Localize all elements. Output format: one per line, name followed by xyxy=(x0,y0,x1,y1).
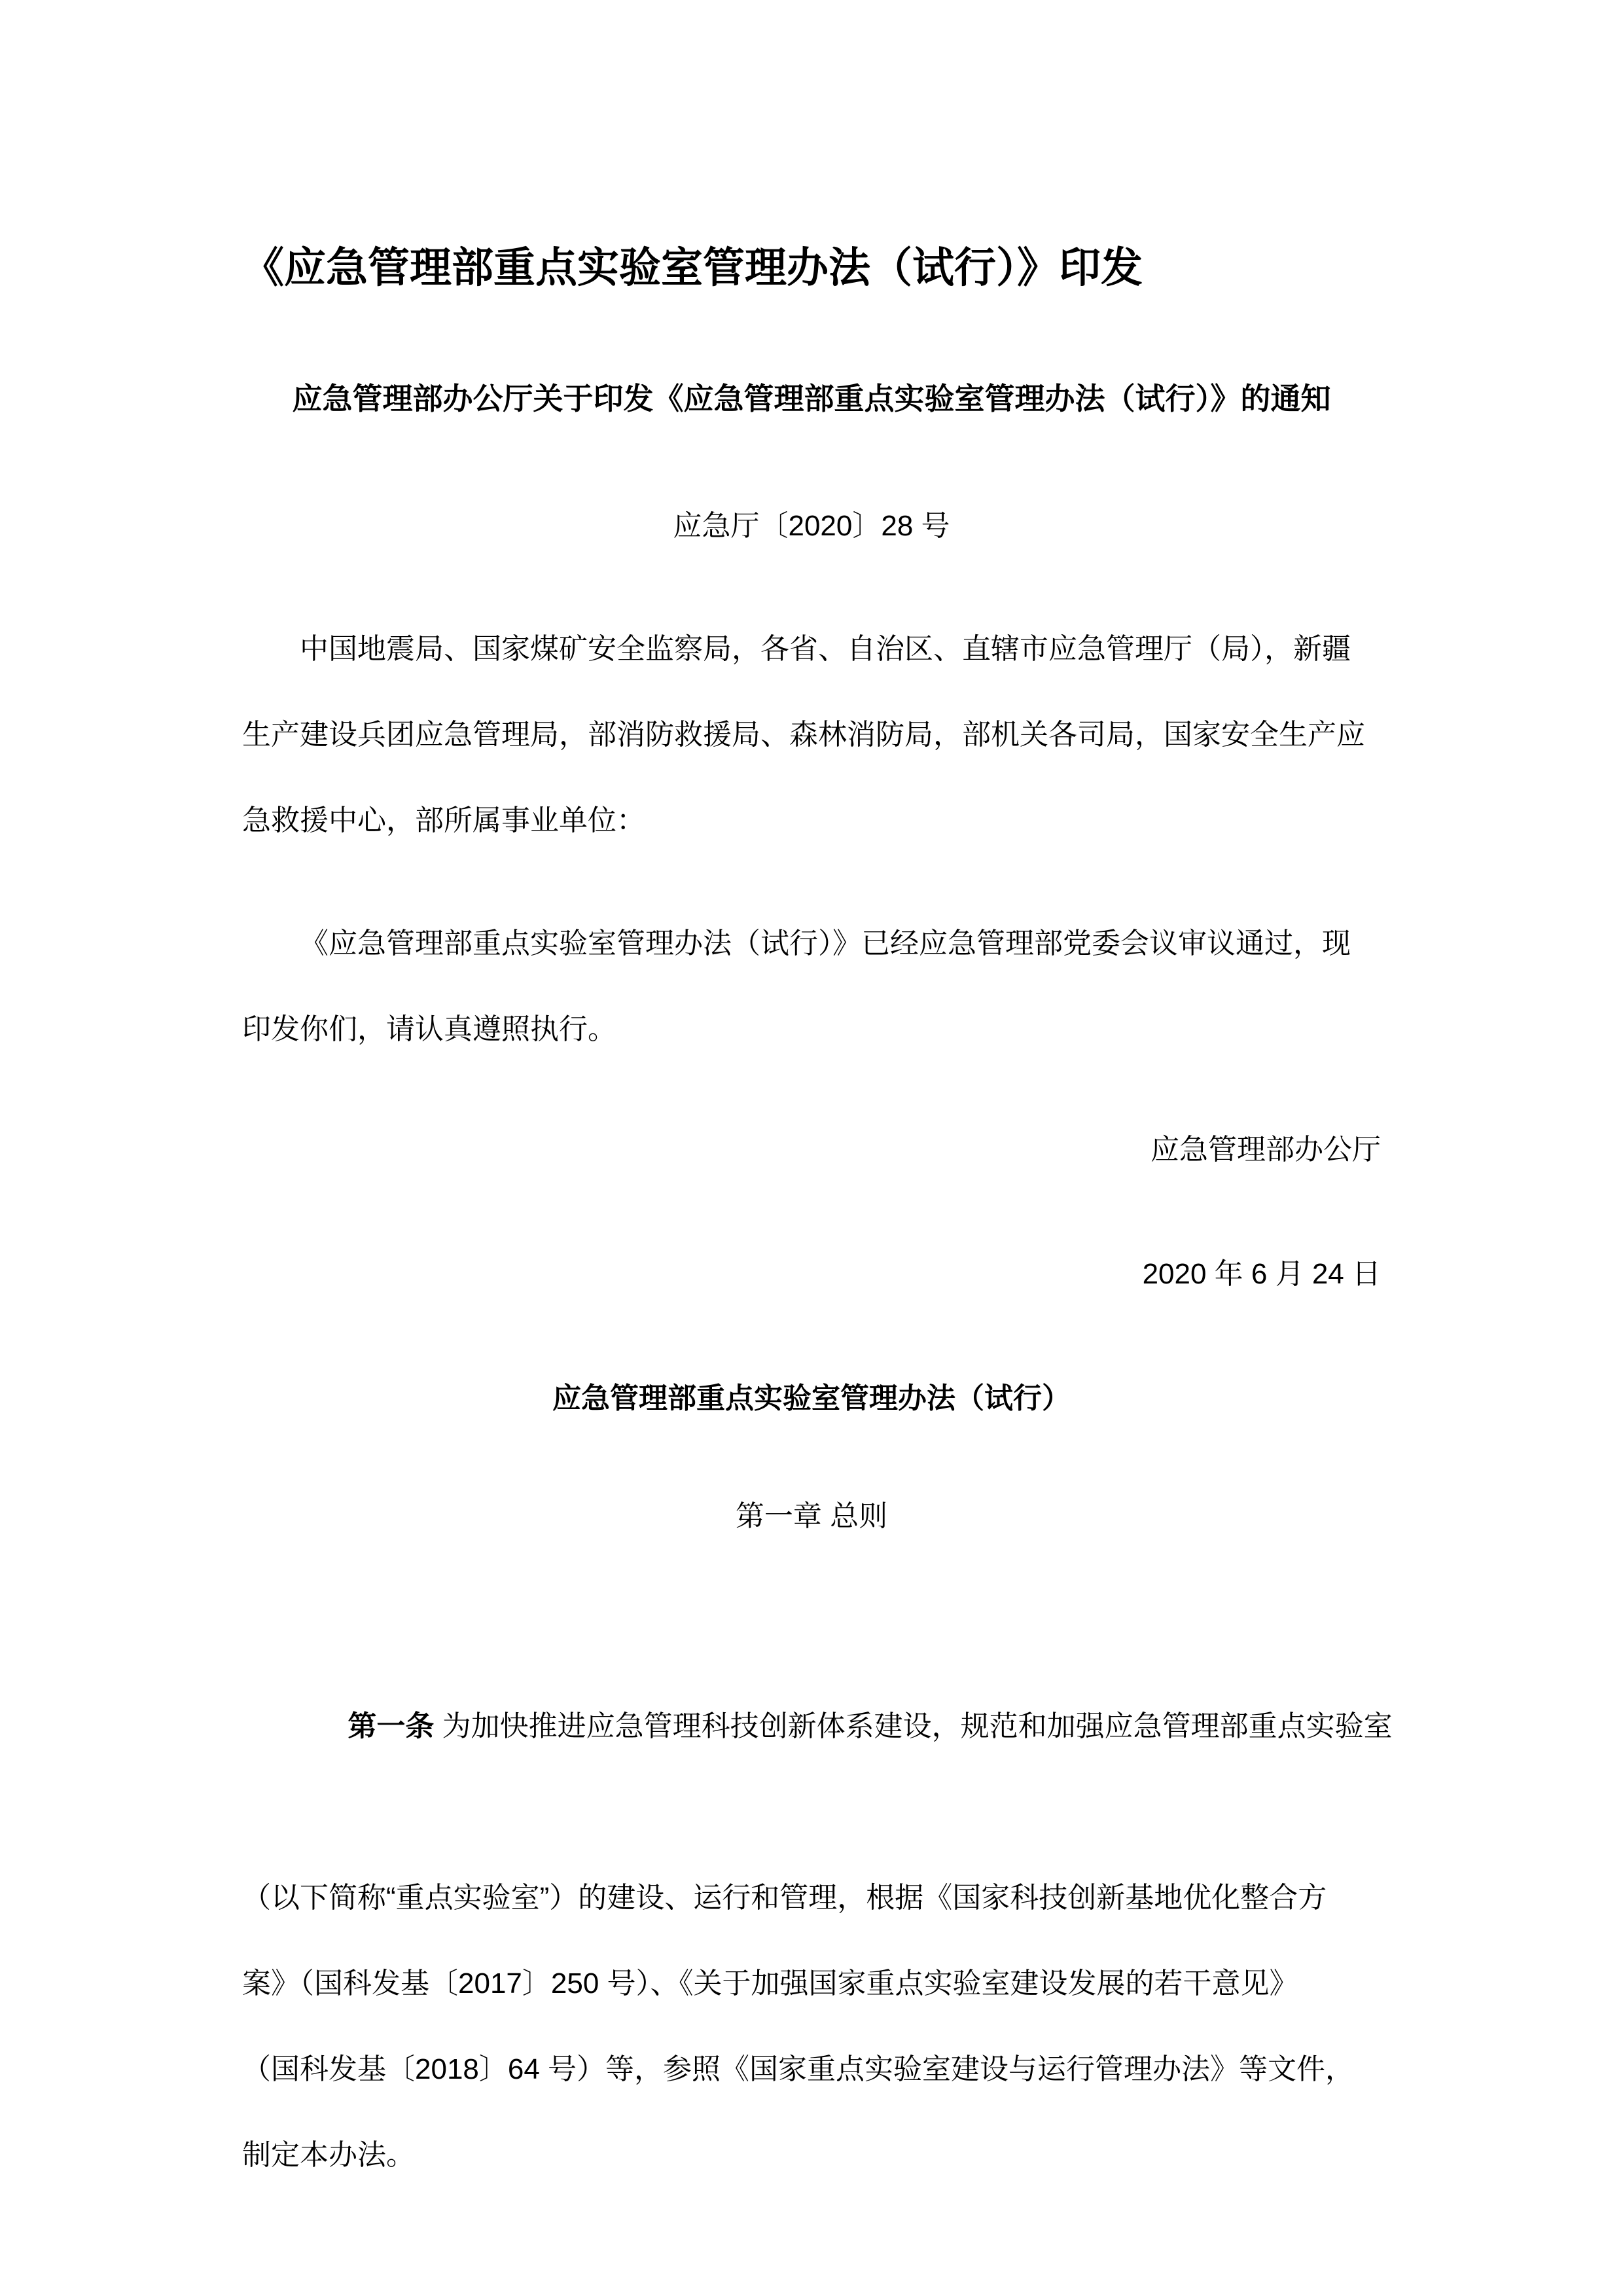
article-1-label: 第一条 xyxy=(348,1710,435,1742)
chapter-1-heading: 第一章 总则 xyxy=(735,1500,888,1532)
document-number: 应急厅〔2020〕28 号 xyxy=(673,510,950,542)
text-line: （国科发基〔2018〕64 号）等，参照《国家重点实验室建设与运行管理办法》等文件， xyxy=(242,2053,1355,2085)
issue-date: 2020 年 6 月 24 日 xyxy=(1142,1258,1381,1290)
text-line xyxy=(242,1598,1393,1855)
article-1-text: 为加快推进应急管理科技创新体系建设，规范和加强应急管理部重点实验室 xyxy=(434,1710,1393,1742)
measures-title: 应急管理部重点实验室管理办法（试行） xyxy=(552,1382,1071,1414)
issuer-signature: 应急管理部办公厅 xyxy=(1150,1134,1381,1166)
article-1-paragraph xyxy=(242,1598,1393,2198)
text-line: （以下简称“重点实验室”）的建设、运行和管理，根据《国家科技创新基地优化整合方 xyxy=(242,1882,1327,1914)
text-line: 急救援中心，部所属事业单位： xyxy=(242,804,645,836)
notice-body-paragraph xyxy=(242,901,1381,1072)
document-main-title: 《应急管理部重点实验室管理办法（试行）》印发 xyxy=(242,244,1143,291)
text-line: 《应急管理部重点实验室管理办法（试行）》已经应急管理部党委会议审议通过，现 xyxy=(300,927,1351,960)
text-line: 生产建设兵团应急管理局，部消防救援局、森林消防局，部机关各司局，国家安全生产应 xyxy=(242,719,1365,751)
notice-title: 应急管理部办公厅关于印发《应急管理部重点实验室管理办法（试行）》的通知 xyxy=(292,382,1331,416)
text-line: 案》（国科发基〔2017〕250 号）、《关于加强国家重点实验室建设发展的若干意见》 xyxy=(242,1967,1298,2000)
recipients-paragraph xyxy=(242,606,1381,863)
text-line: 中国地震局、国家煤矿安全监察局，各省、自治区、直辖市应急管理厅（局），新疆 xyxy=(300,633,1351,665)
text-line: 印发你们，请认真遵照执行。 xyxy=(242,1013,616,1045)
text-line: 制定本办法。 xyxy=(242,2139,415,2171)
